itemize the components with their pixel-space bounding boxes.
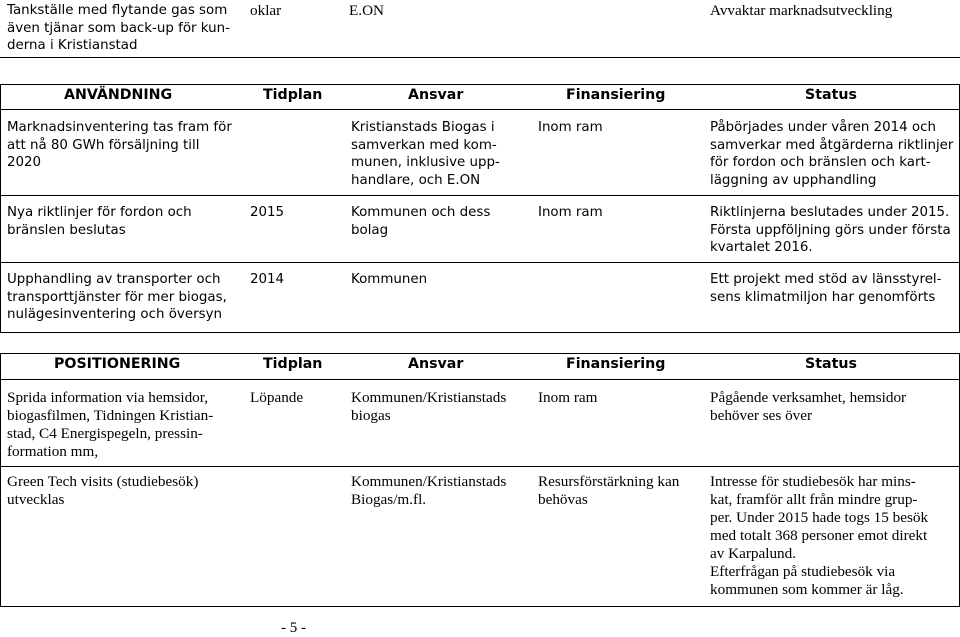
pos-row2-ansvar: Kommunen/Kristianstads Biogas/m.fl.	[351, 473, 507, 508]
pos-header-status: Status	[805, 356, 857, 372]
pos-row1-tidplan: Löpande	[250, 389, 304, 406]
pos-header-section: POSITIONERING	[54, 356, 181, 372]
anv-row2-status: Riktlinjerna beslutades under 2015. Första uppföljning görs under första kvartalet 2016.	[710, 205, 951, 255]
top-status: Avvaktar marknadsutveckling	[710, 2, 893, 19]
anv-row2-ansvar: Kommunen och dess bolag	[351, 205, 491, 238]
rule-anv-row2-bottom	[0, 262, 960, 263]
anv-header-section: ANVÄNDNING	[64, 87, 173, 103]
rule-pos-row1-bottom	[0, 466, 960, 467]
pos-row1-finansiering: Inom ram	[538, 389, 598, 406]
anv-row1-status: Påbörjades under våren 2014 och samverkar med åtgärderna riktlinjer för fordon och bränslen och kart- läggning av upphandling	[710, 120, 954, 188]
anv-row2-action: Nya riktlinjer för fordon och bränslen beslutas	[7, 205, 192, 238]
rule-anv-left	[0, 84, 1, 332]
rule-pos-row2-bottom	[0, 606, 960, 607]
rule-anv-top	[0, 84, 960, 85]
anv-row3-tidplan: 2014	[250, 272, 285, 287]
rule-anv-header-bottom	[0, 109, 960, 110]
anv-row2-tidplan: 2015	[250, 205, 285, 220]
pos-header-finansiering: Finansiering	[566, 356, 666, 372]
top-action: Tankställe med flytande gas som även tjänar som back-up för kun- derna i Kristianstad	[7, 3, 230, 53]
anv-row1-finansiering: Inom ram	[538, 120, 603, 135]
rule-pos-left	[0, 353, 1, 606]
rule-top-block-bottom	[0, 57, 960, 58]
anv-row1-action: Marknadsinventering tas fram för att nå 80 GWh försäljning till 2020	[7, 120, 232, 170]
rule-anv-row1-bottom	[0, 195, 960, 196]
pos-row2-status: Intresse för studiebesök har mins- kat, framför allt från mindre grup- per. Under 2015 hade togs 15 besök med totalt 368 personer emot direkt av Karpalund. Efterfrågan på studiebesök via kommunen som kommer är låg.	[710, 473, 929, 598]
rule-anv-row3-bottom	[0, 332, 960, 333]
anv-row1-ansvar: Kristianstads Biogas i samverkan med kom- munen, inklusive upp- handlare, och E.ON	[351, 120, 500, 188]
rule-pos-header-bottom	[0, 379, 960, 380]
pos-header-tidplan: Tidplan	[263, 356, 323, 372]
pos-row2-action: Green Tech visits (studiebesök) utvecklas	[7, 473, 199, 508]
anv-header-status: Status	[805, 87, 857, 103]
rule-pos-top	[0, 353, 960, 354]
pos-row1-action: Sprida information via hemsidor, biogasfilmen, Tidningen Kristian- stad, C4 Energispegeln, pressin- formation mm,	[7, 389, 214, 460]
pos-header-ansvar: Ansvar	[408, 356, 464, 372]
anv-header-finansiering: Finansiering	[566, 87, 666, 103]
anv-row3-status: Ett projekt med stöd av länsstyrel- sens klimatmiljon har genomförts	[710, 272, 942, 305]
anv-row3-ansvar: Kommunen	[351, 272, 428, 287]
anv-header-tidplan: Tidplan	[263, 87, 323, 103]
pos-row1-status: Pågående verksamhet, hemsidor behöver ses över	[710, 389, 907, 424]
pos-row1-ansvar: Kommunen/Kristianstads biogas	[351, 389, 507, 424]
top-ansvar: E.ON	[349, 2, 385, 19]
anv-header-ansvar: Ansvar	[408, 87, 464, 103]
page-number: - 5 -	[281, 620, 306, 636]
pos-row2-finansiering: Resursförstärkning kan behövas	[538, 473, 680, 508]
anv-row3-action: Upphandling av transporter och transporttjänster för mer biogas, nulägesinventering och översyn	[7, 272, 227, 322]
top-tidplan: oklar	[250, 2, 282, 19]
anv-row2-finansiering: Inom ram	[538, 205, 603, 220]
